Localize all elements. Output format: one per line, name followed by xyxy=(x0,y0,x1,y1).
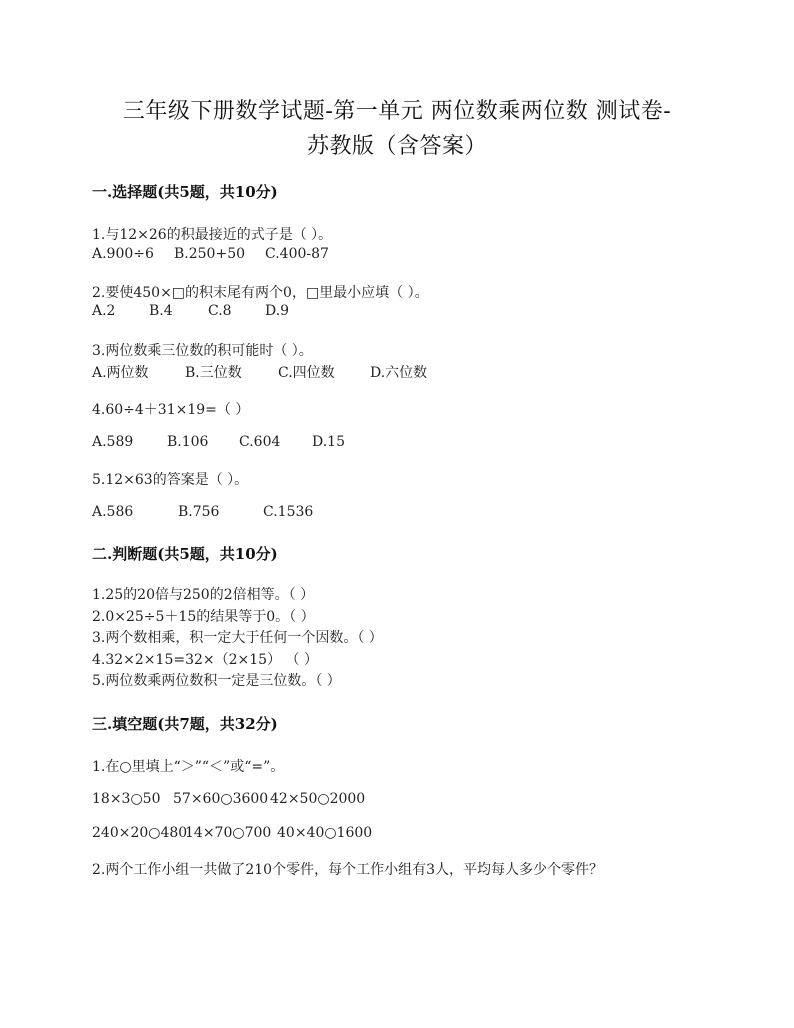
exam-title-line2: 苏教版（含答案） xyxy=(306,134,487,159)
section-heading-fill: 三.填空题(共7题，共32分) xyxy=(92,715,278,733)
question-text: 1.在○里填上“＞”“＜”或“=”。 xyxy=(92,759,285,775)
option: A.900÷6 xyxy=(92,246,154,262)
compare-item: 57×60○3600 xyxy=(173,791,269,807)
judge-item: 1.25的20倍与250的2倍相等。（ ） xyxy=(92,587,315,603)
option: C.8 xyxy=(208,303,232,319)
option: B.106 xyxy=(167,434,209,450)
option: D.六位数 xyxy=(370,365,428,381)
option: C.1536 xyxy=(263,504,314,520)
exam-title-line1: 三年级下册数学试题-第一单元 两位数乘两位数 测试卷- xyxy=(122,99,672,124)
judge-item: 3.两个数相乘，积一定大于任何一个因数。（ ） xyxy=(92,630,383,646)
option: C.604 xyxy=(239,434,281,450)
question-text: 2.两个工作小组一共做了210个零件，每个工作小组有3人，平均每人多少个零件？ xyxy=(92,862,603,878)
option: C.四位数 xyxy=(278,365,335,381)
section-heading-choice: 一.选择题(共5题，共10分) xyxy=(92,183,278,201)
compare-item: 18×3○50 xyxy=(92,791,161,807)
option: B.4 xyxy=(149,303,173,319)
option: B.250+50 xyxy=(174,246,246,262)
question-text: 1.与12×26的积最接近的式子是（ ）。 xyxy=(92,227,333,243)
option: B.三位数 xyxy=(185,365,242,381)
judge-item: 5.两位数乘两位数积一定是三位数。（ ） xyxy=(92,673,341,689)
question-text: 2.要使450×□的积末尾有两个0，□里最小应填（ ）。 xyxy=(92,285,429,301)
question-text: 4.60÷4＋31×19=（ ） xyxy=(92,402,250,418)
compare-item: 14×70○700 xyxy=(185,825,272,841)
option: D.9 xyxy=(265,303,290,319)
compare-item: 240×20○480 xyxy=(92,825,188,841)
option: A.586 xyxy=(92,504,134,520)
judge-item: 2.0×25÷5＋15的结果等于0。（ ） xyxy=(92,609,315,625)
option: A.589 xyxy=(92,434,134,450)
compare-item: 40×40○1600 xyxy=(277,825,373,841)
question-text: 5.12×63的答案是（ ）。 xyxy=(92,472,249,488)
compare-item: 42×50○2000 xyxy=(270,791,366,807)
option: D.15 xyxy=(312,434,345,450)
option: B.756 xyxy=(178,504,220,520)
section-heading-judge: 二.判断题(共5题，共10分) xyxy=(92,545,278,563)
option: A.2 xyxy=(92,303,116,319)
option: C.400-87 xyxy=(265,246,329,262)
option: A.两位数 xyxy=(92,365,149,381)
question-text: 3.两位数乘三位数的积可能时（ ）。 xyxy=(92,343,313,359)
judge-item: 4.32×2×15=32×（2×15） （ ） xyxy=(92,652,318,668)
